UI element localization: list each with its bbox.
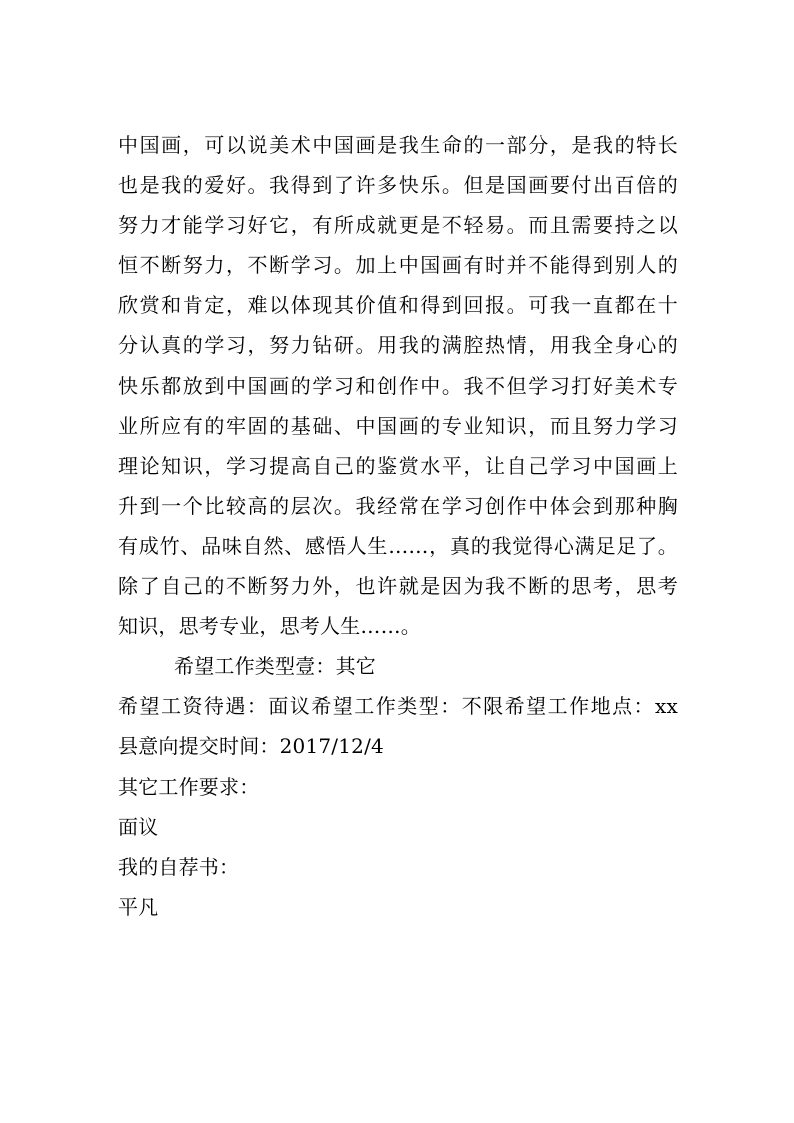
paragraph-line: 知识，思考专业，思考人生……。 [118, 614, 421, 639]
submit-time-line: 县意向提交时间：2017/12/4 [118, 734, 384, 759]
salary-paragraph [118, 686, 678, 766]
other-requirements-value: 面议 [118, 814, 159, 839]
other-requirements-label: 其它工作要求： [118, 774, 260, 799]
self-description-paragraph [118, 125, 678, 646]
salary-line: 希望工资待遇：面议希望工作类型：不限希望工作地点：xx [118, 694, 678, 719]
paragraph-line: 理论知识，学习提高自己的鉴赏水平，让自己学习中国画上 [118, 453, 678, 478]
paragraph-line: 也是我的爱好。我得到了许多快乐。但是国画要付出百倍的 [118, 173, 678, 198]
paragraph-line: 升到一个比较高的层次。我经常在学习创作中体会到那种胸 [118, 493, 678, 518]
paragraph-line: 努力才能学习好它，有所成就更是不轻易。而且需要持之以 [118, 213, 678, 238]
paragraph-line: 除了自己的不断努力外，也许就是因为我不断的思考，思考 [118, 574, 678, 599]
paragraph-line: 分认真的学习，努力钻研。用我的满腔热情，用我全身心的 [118, 333, 678, 358]
document-body [118, 125, 678, 927]
paragraph-line: 恒不断努力，不断学习。加上中国画有时并不能得到别人的 [118, 253, 678, 278]
paragraph-line: 欣赏和肯定，难以体现其价值和得到回报。可我一直都在十 [118, 293, 678, 318]
paragraph-line: 有成竹、品味自然、感悟人生……，真的我觉得心满足足了。 [118, 533, 678, 558]
paragraph-line: 中国画，可以说美术中国画是我生命的一部分，是我的特长 [118, 133, 678, 157]
self-recommendation-value: 平凡 [118, 894, 159, 919]
job-type-line: 希望工作类型壹：其它 [174, 654, 376, 679]
paragraph-line: 快乐都放到中国画的学习和创作中。我不但学习打好美术专 [118, 373, 678, 398]
paragraph-line: 业所应有的牢固的基础、中国画的专业知识，而且努力学习 [118, 413, 678, 438]
self-recommendation-label: 我的自荐书： [118, 854, 240, 879]
